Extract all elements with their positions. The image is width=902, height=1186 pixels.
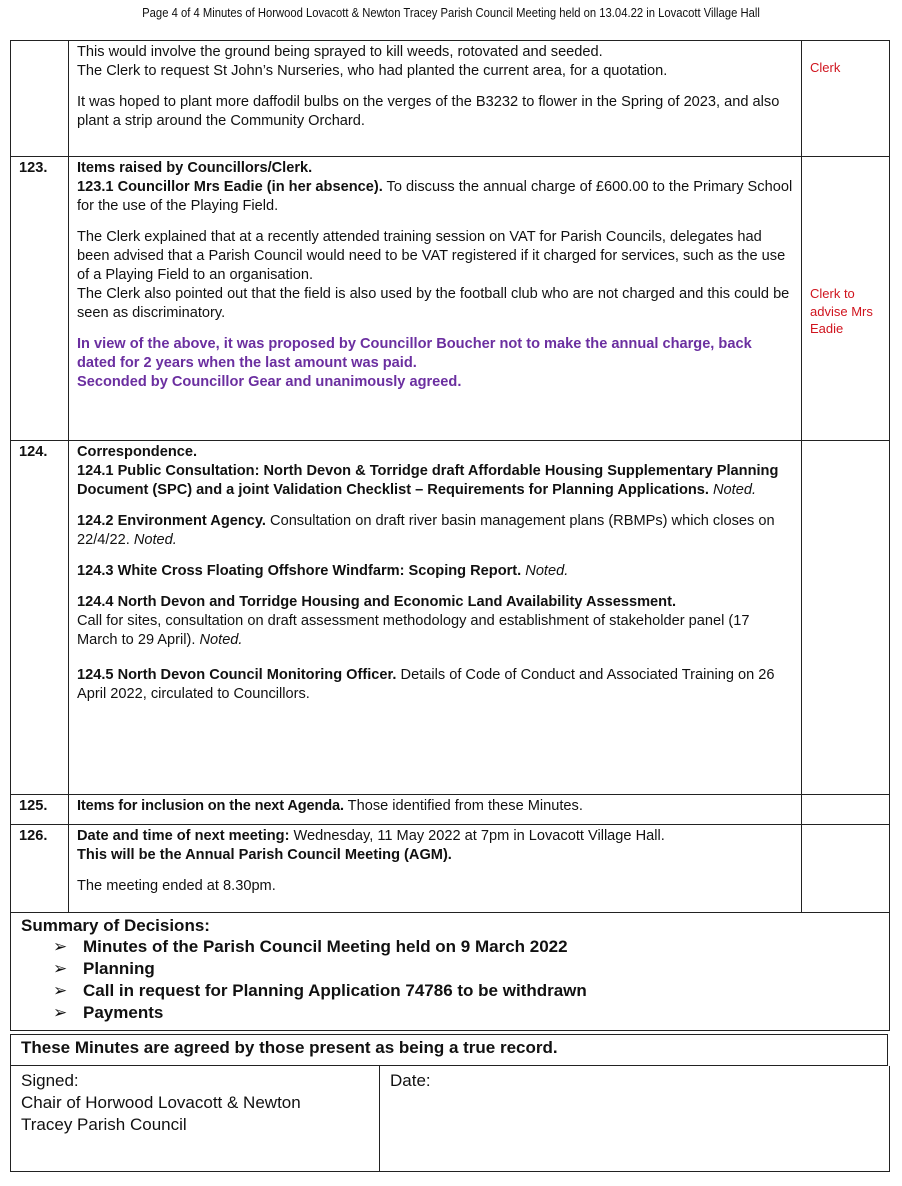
paragraph-text: Those identified from these Minutes. (343, 798, 583, 814)
paragraph (77, 593, 793, 650)
paragraph: This would involve the ground being sprayed to kill weeds, rotovated and seeded. (77, 44, 603, 60)
item-title: Items for inclusion on the next Agenda. (77, 798, 344, 814)
decision-text: Planning (83, 959, 155, 978)
decision-list (11, 936, 889, 1030)
resolution: Seconded by Councillor Gear and unanimously agreed. (77, 373, 462, 390)
action-cell (802, 41, 890, 157)
table-row (11, 825, 890, 913)
item-title: Items raised by Councillors/Clerk. (77, 160, 313, 176)
sub-heading: 124.4 North Devon and Torridge Housing and Economic Land Availability Assessment. (77, 593, 677, 610)
signed-cell (11, 1066, 380, 1172)
decision-text: Payments (83, 1003, 164, 1022)
arrow-bullet-icon: ➢ (53, 937, 68, 956)
table-row (11, 795, 890, 825)
date-label: Date: (390, 1071, 431, 1090)
list-item (53, 958, 889, 980)
sub-heading: 124.2 Environment Agency. (77, 512, 266, 529)
paragraph (77, 562, 793, 581)
noted-text: Noted. (525, 562, 569, 579)
resolution: In view of the above, it was proposed by Councillor Boucher not to make the annual charge, back dated for 2 years when the last amount was paid. (77, 335, 752, 371)
action-cell (802, 157, 890, 441)
item-title: Correspondence. (77, 444, 198, 460)
sub-heading: 124.5 North Devon Council Monitoring Officer. (77, 666, 397, 683)
item-number: 125. (11, 795, 69, 825)
signed-label: Signed: (21, 1071, 79, 1090)
decision-text: Call in request for Planning Application 74786 to be withdrawn (83, 981, 587, 1000)
action-text: Clerk to advise Mrs Eadie (810, 286, 873, 337)
noted-text: Noted. (199, 631, 243, 648)
paragraph (77, 178, 793, 216)
summary-of-decisions (10, 913, 890, 1031)
item-body (69, 825, 802, 913)
paragraph: The Clerk to request St John’s Nurseries, who had planted the current area, for a quotation. (77, 62, 668, 79)
paragraph: The Clerk explained that at a recently attended training session on VAT for Parish Councils, delegates had been advised that a Parish Council would need to be VAT registered if it charged for services, such as the use of a Playing Field to an organisation. (77, 228, 786, 283)
sub-heading: 123.1 Councillor Mrs Eadie (in her absence). (77, 178, 383, 195)
agreement-statement: These Minutes are agreed by those present as being a true record. (10, 1034, 888, 1066)
paragraph (77, 462, 793, 500)
item-body (69, 795, 802, 825)
paragraph-text: Details of Code of Conduct and Associated Training on 26 April 2022, circulated to Councillors. (77, 666, 775, 702)
noted-text: Noted. (713, 481, 757, 498)
table-row (11, 441, 890, 795)
paragraph: This will be the Annual Parish Council Meeting (AGM). (77, 846, 452, 863)
list-item (53, 936, 889, 958)
table-row (11, 41, 890, 157)
paragraph: It was hoped to plant more daffodil bulbs on the verges of the B3232 to flower in the Spring of 2023, and also plant a strip around the Community Orchard. (77, 93, 780, 129)
minutes-table (10, 40, 890, 913)
item-body (69, 157, 802, 441)
sub-heading: 124.3 White Cross Floating Offshore Windfarm: Scoping Report. (77, 562, 522, 579)
paragraph-text: Wednesday, 11 May 2022 at 7pm in Lovacott Village Hall. (289, 828, 665, 844)
date-cell (380, 1066, 890, 1172)
paragraph (77, 512, 793, 550)
signature-block (10, 1066, 890, 1172)
item-number: 124. (11, 441, 69, 795)
action-cell (802, 795, 890, 825)
paragraph (77, 827, 793, 846)
sub-heading: 124.1 Public Consultation: North Devon & Torridge draft Affordable Housing Supplementary Planning Document (SPC) and a joint Validation Checklist – Requirements for Planning Applications. (77, 462, 779, 498)
table-row (11, 157, 890, 441)
arrow-bullet-icon: ➢ (53, 981, 68, 1000)
noted-text: Noted. (133, 531, 177, 548)
item-number: 126. (11, 825, 69, 913)
chair-label: Chair of Horwood Lovacott & Newton Tracey Parish Council (21, 1093, 301, 1135)
paragraph-text: To discuss the annual charge of £600.00 to the Primary School for the use of the Playing Field. (77, 178, 793, 214)
item-number: 123. (11, 157, 69, 441)
action-text: Clerk (810, 60, 841, 75)
item-body (69, 441, 802, 795)
paragraph (77, 666, 793, 704)
paragraph-text: Call for sites, consultation on draft assessment methodology and establishment of stakeholder panel (17 March to 29 April). (77, 612, 750, 648)
list-item (53, 1002, 889, 1024)
paragraph: The Clerk also pointed out that the field is also used by the football club who are not charged and this could be seen as discriminatory. (77, 285, 790, 321)
summary-title: Summary of Decisions: (21, 916, 210, 935)
action-cell (802, 441, 890, 795)
arrow-bullet-icon: ➢ (53, 959, 68, 978)
paragraph-text: Consultation on draft river basin management plans (RBMPs) which closes on 22/4/22. (77, 512, 775, 548)
page-header: Page 4 of 4 Minutes of Horwood Lovacott & Newton Tracey Parish Council Meeting held on 13.04.22 in Lovacott Village Hall (142, 6, 760, 20)
item-body (69, 41, 802, 157)
item-number (11, 41, 69, 157)
action-cell (802, 825, 890, 913)
arrow-bullet-icon: ➢ (53, 1003, 68, 1022)
item-title: Date and time of next meeting: (77, 828, 290, 844)
decision-text: Minutes of the Parish Council Meeting held on 9 March 2022 (83, 937, 568, 956)
list-item (53, 980, 889, 1002)
paragraph: The meeting ended at 8.30pm. (77, 877, 276, 894)
